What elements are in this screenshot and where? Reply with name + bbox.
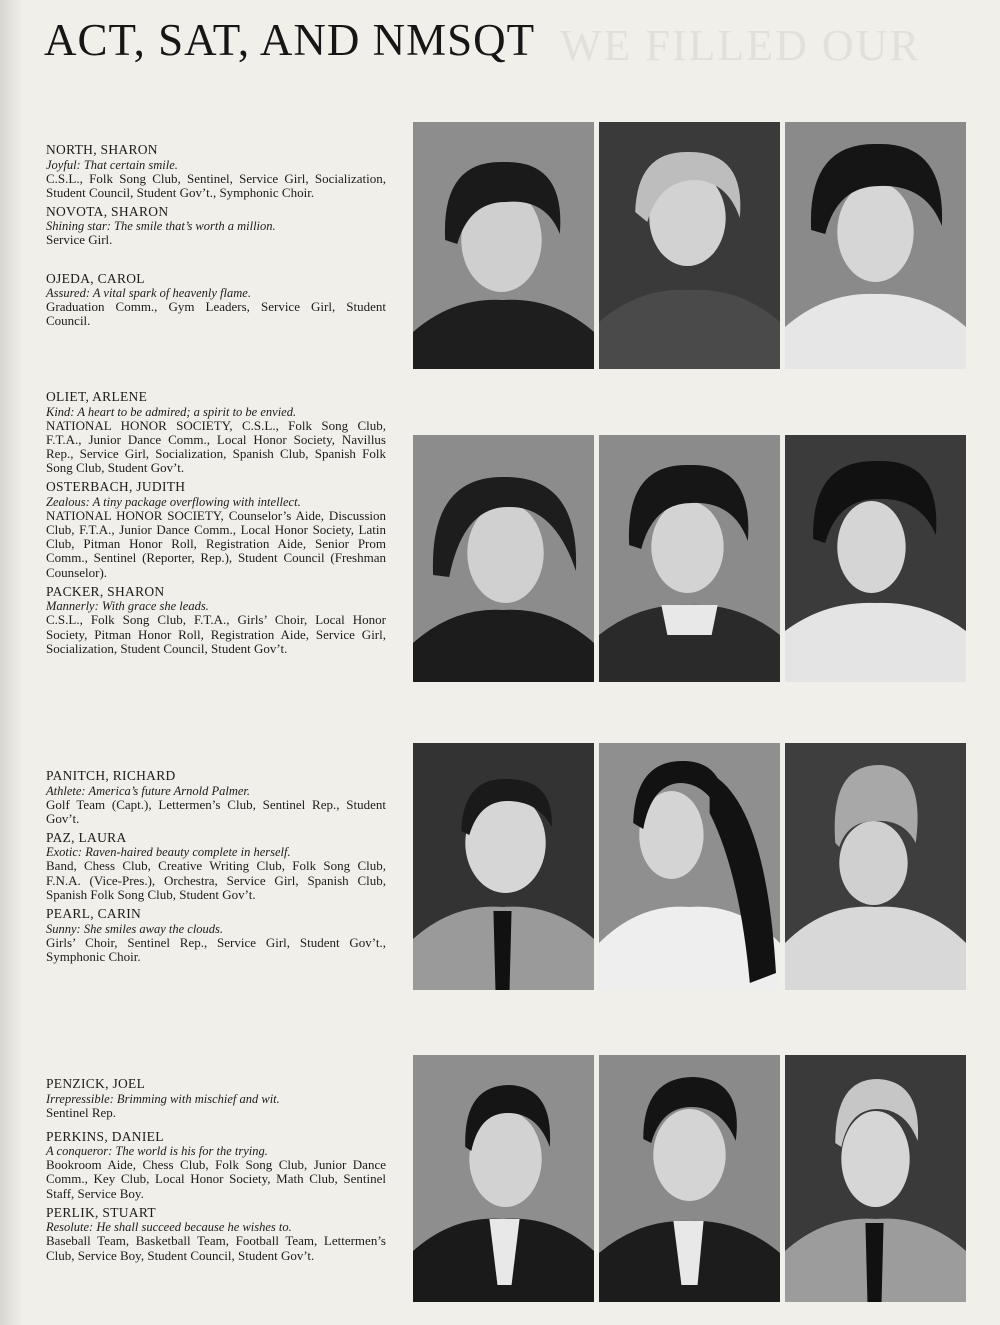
portrait-row-3 [413, 743, 966, 990]
student-activities: NATIONAL HONOR SOCIETY, C.S.L., Folk Song Club, F.T.A., Junior Dance Comm., Local Honor Society, Navillus Rep., Service Girl, Socialization, Spanish Club, Spanish Folk Song Club, Student Gov’t. [46, 417, 386, 476]
entry-group-4 [46, 1077, 386, 1263]
portrait-row-4 [413, 1055, 966, 1302]
student-name: PEARL, CARIN [46, 906, 142, 922]
student-motto: Shining star: The smile that’s worth a million. [46, 219, 276, 234]
student-activities: Bookroom Aide, Chess Club, Folk Song Club, Junior Dance Comm., Key Club, Local Honor Society, Math Club, Sentinel Staff, Service Boy. [46, 1157, 386, 1201]
portrait-photo [599, 743, 780, 990]
senior-entry [46, 390, 386, 475]
student-name: PACKER, SHARON [46, 583, 165, 599]
student-motto: Joyful: That certain smile. [46, 157, 178, 172]
portrait-photo [599, 122, 780, 369]
student-name: PERLIK, STUART [46, 1204, 156, 1220]
entry-group-1 [46, 143, 386, 329]
student-motto: Mannerly: With grace she leads. [46, 599, 209, 614]
student-activities: Baseball Team, Basketball Team, Football Team, Lettermen’s Club, Service Boy, Student Council, Student Gov’t. [46, 1233, 386, 1263]
student-activities: Golf Team (Capt.), Lettermen’s Club, Sentinel Rep., Student Gov’t. [46, 796, 386, 826]
bleed-through-title: WE FILLED OUR [560, 21, 921, 70]
entry-group-2 [46, 390, 386, 656]
portrait-photo [785, 435, 966, 682]
portrait-row-2 [413, 435, 966, 682]
portrait-photo [413, 122, 594, 369]
senior-entry [46, 272, 386, 329]
student-motto: Zealous: A tiny package overflowing with intellect. [46, 494, 301, 509]
student-name: PAZ, LAURA [46, 829, 127, 845]
student-activities: Service Girl. [46, 232, 113, 248]
student-motto: Resolute: He shall succeed because he wishes to. [46, 1220, 292, 1235]
student-activities: Graduation Comm., Gym Leaders, Service Girl, Student Council. [46, 299, 386, 329]
page-title: ACT, SAT, AND NMSQT [44, 15, 536, 65]
student-name: PENZICK, JOEL [46, 1076, 146, 1091]
page-gutter-shadow [0, 0, 22, 1325]
senior-entry [46, 831, 386, 902]
student-activities: Girls’ Choir, Sentinel Rep., Service Girl, Student Gov’t., Symphonic Choir. [46, 934, 386, 964]
portrait-photo [413, 435, 594, 682]
student-activities: C.S.L., Folk Song Club, F.T.A., Girls’ Choir, Local Honor Society, Pitman Honor Roll, Registration Aide, Service Girl, Socialization, Student Council, Student Gov’t. [46, 612, 386, 656]
senior-entry [46, 585, 386, 656]
senior-entry [46, 1130, 386, 1201]
student-name: PANITCH, RICHARD [46, 768, 176, 783]
student-name: PERKINS, DANIEL [46, 1128, 164, 1144]
student-activities: NATIONAL HONOR SOCIETY, Counselor’s Aide, Discussion Club, F.T.A., Junior Dance Comm., Local Honor Society, Latin Club, Pitman Honor Roll, Registration Aide, Senior Prom Comm., Sentinel (Reporter, Rep.), Student Council (Freshman Counselor). [46, 507, 386, 580]
portrait-photo [413, 743, 594, 990]
student-motto: Irrepressible: Brimming with mischief and wit. [46, 1091, 280, 1106]
student-name: OLIET, ARLENE [46, 389, 148, 404]
portrait-row-1 [413, 122, 966, 369]
student-activities: C.S.L., Folk Song Club, Sentinel, Service Girl, Socialization, Student Council, Student Gov’t., Symphonic Choir. [46, 170, 386, 200]
portrait-photo [785, 122, 966, 369]
senior-entry [46, 1077, 386, 1120]
student-motto: Sunny: She smiles away the clouds. [46, 921, 224, 936]
senior-entry [46, 1206, 386, 1263]
student-name: NORTH, SHARON [46, 142, 158, 157]
portrait-photo [785, 1055, 966, 1302]
senior-entry [46, 143, 386, 200]
student-motto: Assured: A vital spark of heavenly flame. [46, 286, 251, 301]
senior-entry [46, 769, 386, 826]
student-motto: A conqueror: The world is his for the trying. [46, 1144, 268, 1159]
senior-entry [46, 205, 386, 248]
portrait-photo [413, 1055, 594, 1302]
portrait-photo [785, 743, 966, 990]
student-name: NOVOTA, SHARON [46, 203, 169, 219]
student-motto: Exotic: Raven-haired beauty complete in herself. [46, 845, 291, 860]
student-motto: Kind: A heart to be admired; a spirit to be envied. [46, 404, 297, 419]
student-activities: Sentinel Rep. [46, 1104, 117, 1120]
student-motto: Athlete: America’s future Arnold Palmer. [46, 783, 251, 798]
portrait-photo [599, 1055, 780, 1302]
student-activities: Band, Chess Club, Creative Writing Club, Folk Song Club, F.N.A. (Vice-Pres.), Orchestra, Service Girl, Spanish Club, Spanish Folk Song Club, Student Gov’t. [46, 858, 386, 902]
senior-entry [46, 480, 386, 580]
senior-entry [46, 907, 386, 964]
entry-group-3 [46, 769, 386, 964]
portrait-photo [599, 435, 780, 682]
student-name: OSTERBACH, JUDITH [46, 479, 186, 495]
student-name: OJEDA, CAROL [46, 270, 145, 286]
